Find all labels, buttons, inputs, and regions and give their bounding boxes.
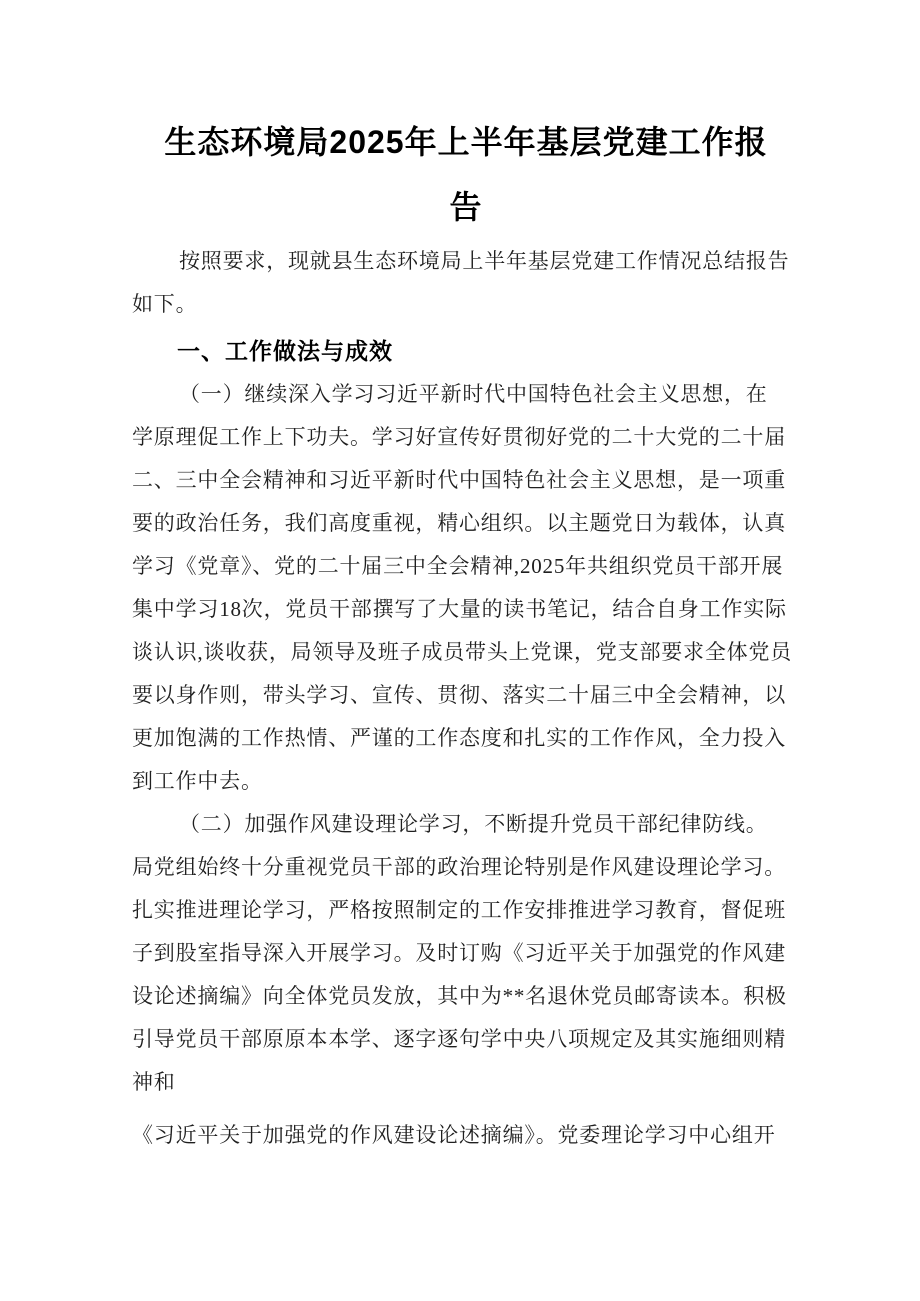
document-title	[132, 110, 800, 240]
paragraph-line: 谈认识,谈收获，局领导及班子成员带头上党课，党支部要求全体党员	[132, 640, 793, 664]
paragraph-line: （一）继续深入学习习近平新时代中国特色社会主义思想，在	[179, 382, 768, 406]
paragraph-line: 按照要求，现就县生态环境局上半年基层党建工作情况总结报告	[179, 249, 790, 273]
paragraph-line: 要以身作则，带头学习、宣传、贯彻、落实二十届三中全会精神，以	[132, 683, 786, 707]
paragraph-line: （二）加强作风建设理论学习，不断提升党员干部纪律防线。	[179, 812, 768, 836]
document-title-line-2: 告	[449, 189, 483, 225]
paragraph-3	[132, 1114, 800, 1157]
paragraph-line: 学习《党章》、党的二十届三中全会精神,2025年共组织党员干部开展	[132, 554, 784, 578]
paragraph-line: 要的政治任务，我们高度重视，精心组织。以主题党日为载体，认真	[132, 511, 786, 535]
paragraph-line: 引导党员干部原原本本学、逐字逐句学中央八项规定及其实施细则精	[132, 1027, 786, 1051]
paragraph-1	[132, 373, 800, 803]
section-heading: 一、工作做法与成效	[177, 338, 393, 364]
paragraph-line: 二、三中全会精神和习近平新时代中国特色社会主义思想，是一项重	[132, 468, 786, 492]
intro-paragraph	[132, 240, 800, 326]
document-content	[132, 110, 800, 1157]
paragraph-2	[132, 803, 800, 1104]
paragraph-line: 更加饱满的工作热情、严谨的工作态度和扎实的工作作风，全力投入	[132, 726, 786, 750]
paragraph-line: 《习近平关于加强党的作风建设论述摘编》。党委理论学习中心组开	[132, 1123, 776, 1147]
paragraph-line: 如下。	[132, 292, 198, 316]
paragraph-line: 神和	[132, 1070, 176, 1094]
paragraph-line: 集中学习18次，党员干部撰写了大量的读书笔记，结合自身工作实际	[132, 597, 787, 621]
paragraph-line: 子到股室指导深入开展学习。及时订购《习近平关于加强党的作风建	[132, 941, 786, 965]
document-title-line-1: 生态环境局2025年上半年基层党建工作报	[164, 124, 768, 160]
paragraph-line: 到工作中去。	[132, 769, 263, 793]
paragraph-line: 局党组始终十分重视党员干部的政治理论特别是作风建设理论学习。	[132, 855, 786, 879]
paragraph-line: 设论述摘编》向全体党员发放，其中为**名退休党员邮寄读本。积极	[132, 984, 787, 1008]
paragraph-line: 扎实推进理论学习，严格按照制定的工作安排推进学习教育，督促班	[132, 898, 786, 922]
paragraph-line: 学原理促工作上下功夫。学习好宣传好贯彻好党的二十大党的二十届	[132, 425, 786, 449]
